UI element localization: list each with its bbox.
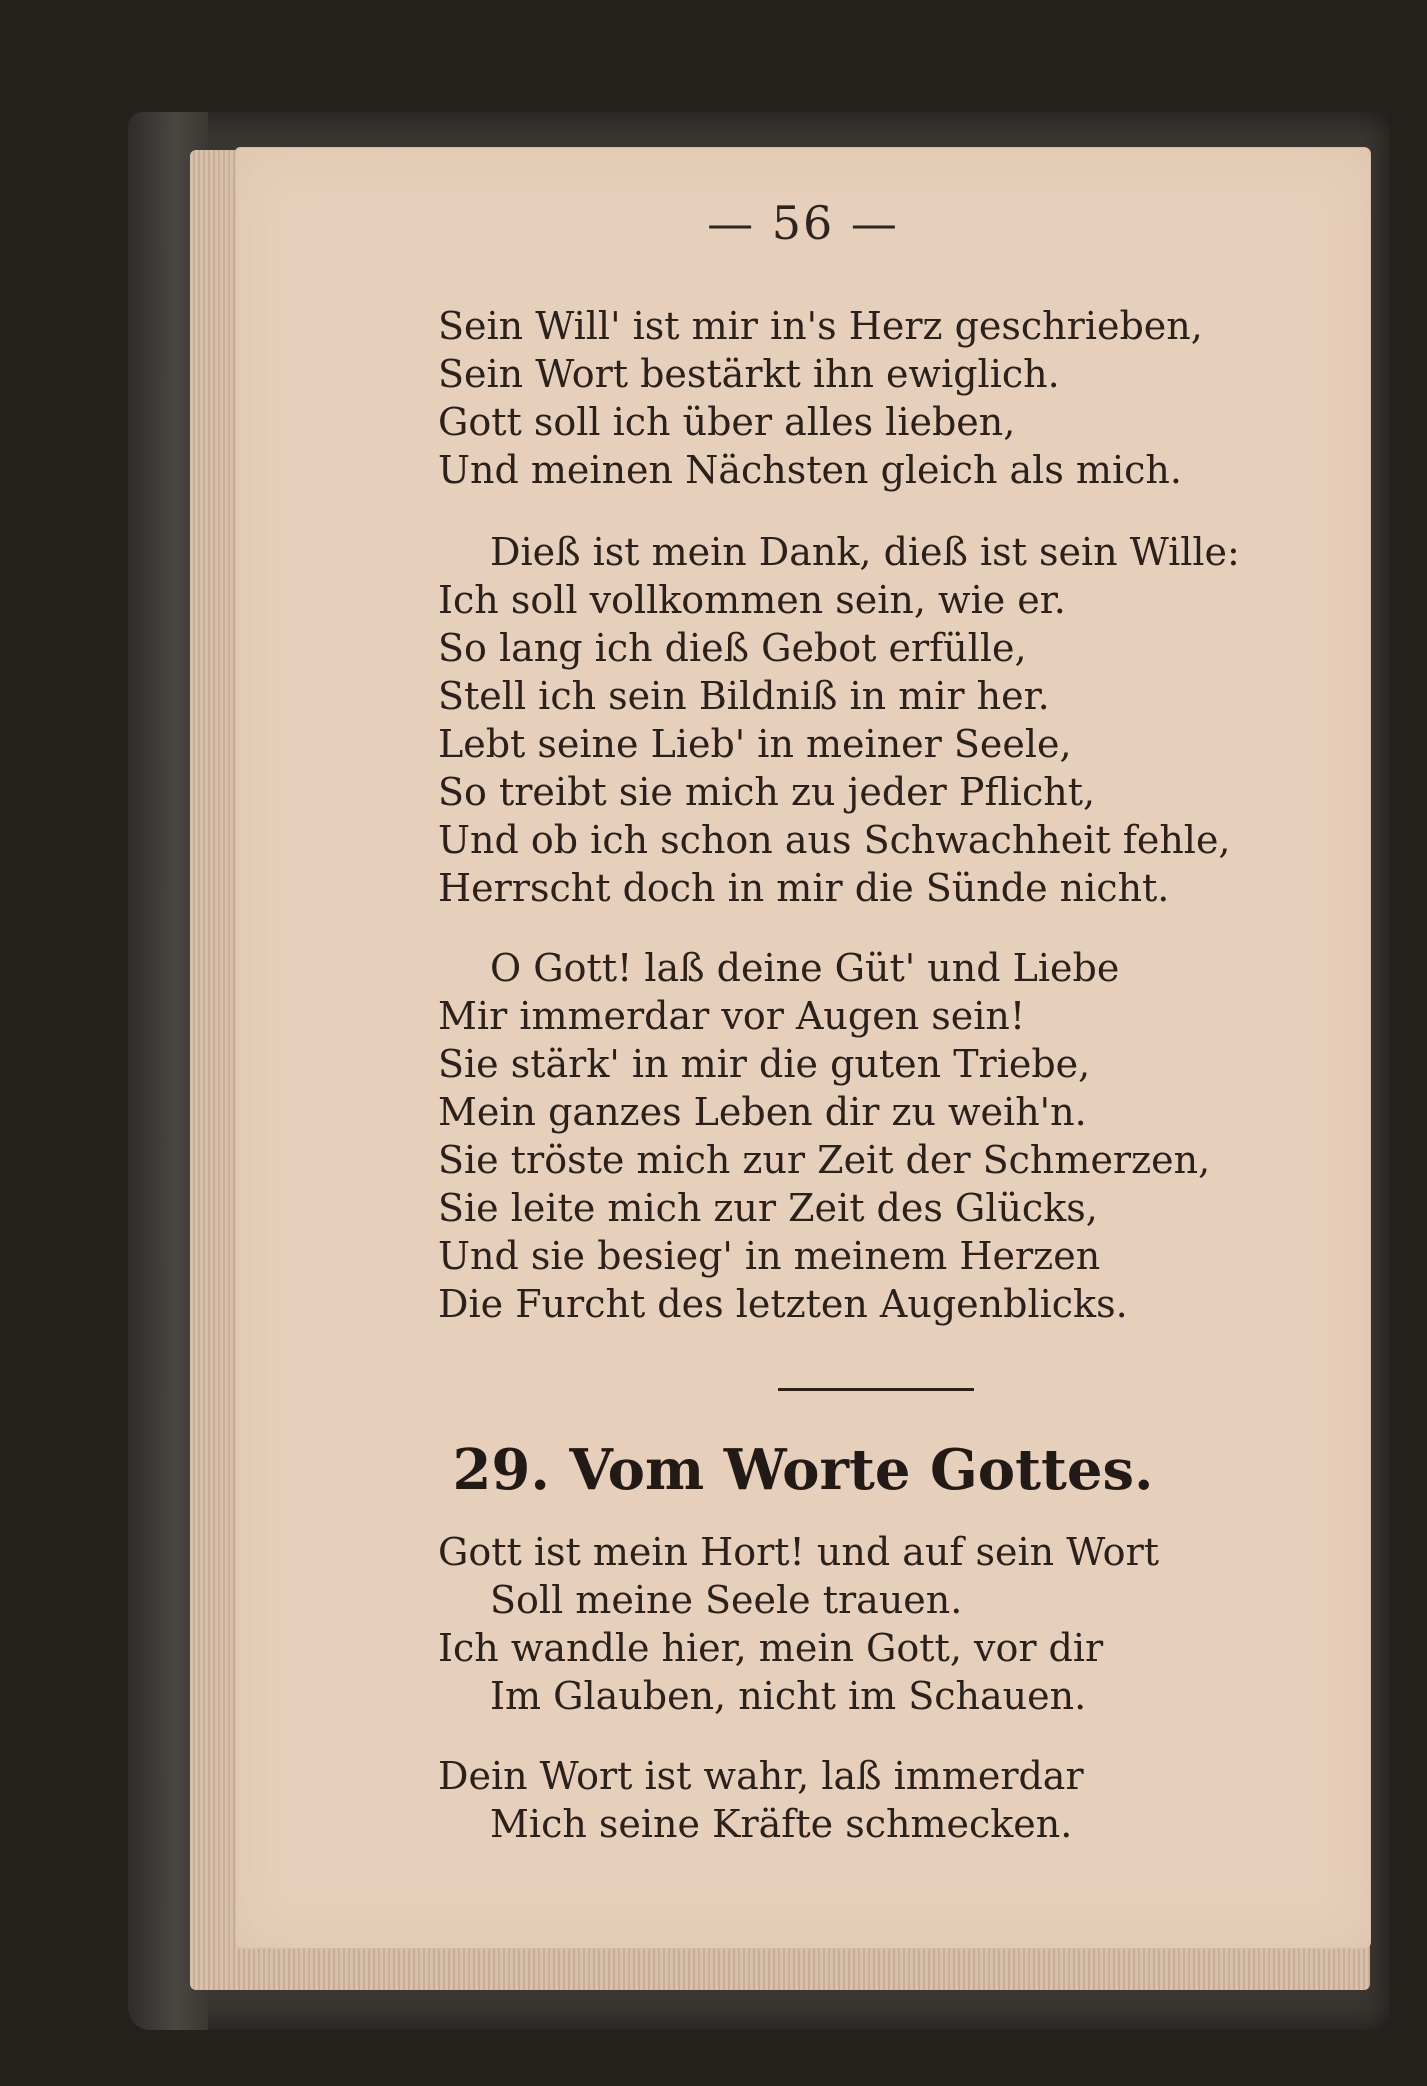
verse-line: O Gott! laß deine Güt' und Liebe <box>490 946 1120 990</box>
verse-line: Sie leite mich zur Zeit des Glücks, <box>438 1186 1098 1230</box>
verse-line: Und ob ich schon aus Schwachheit fehle, <box>438 818 1231 862</box>
verse-line: Ich wandle hier, mein Gott, vor dir <box>438 1626 1104 1670</box>
verse-line: Soll meine Seele trauen. <box>490 1578 963 1622</box>
verse-line: Die Furcht des letzten Augenblicks. <box>438 1282 1128 1326</box>
verse-line: Mich seine Kräfte schmecken. <box>490 1802 1073 1846</box>
page-number: — 56 — <box>707 196 899 250</box>
verse-line: Dieß ist mein Dank, dieß ist sein Wille: <box>490 530 1240 574</box>
verse-line: Und sie besieg' in meinem Herzen <box>438 1234 1101 1278</box>
verse-line: Sein Wort bestärkt ihn ewiglich. <box>438 352 1060 396</box>
hymn-29-stanza-1 <box>438 1528 1159 1720</box>
verse-line: Mein ganzes Leben dir zu weih'n. <box>438 1090 1087 1134</box>
verse-line: Lebt seine Lieb' in meiner Seele, <box>438 722 1072 766</box>
section-divider <box>778 1388 974 1391</box>
verse-line: Mir immerdar vor Augen sein! <box>438 994 1026 1038</box>
verse-line: Sein Will' ist mir in's Herz geschrieben, <box>438 304 1203 348</box>
verse-line: So treibt sie mich zu jeder Pflicht, <box>438 770 1096 814</box>
verse-line: Dein Wort ist wahr, laß immerdar <box>438 1754 1084 1798</box>
stanza-1 <box>438 302 1203 494</box>
verse-line: Ich soll vollkommen sein, wie er. <box>438 578 1066 622</box>
hymn-29-stanza-2 <box>438 1752 1084 1848</box>
verse-line: Sie tröste mich zur Zeit der Schmerzen, <box>438 1138 1211 1182</box>
verse-line: Und meinen Nächsten gleich als mich. <box>438 448 1182 492</box>
verse-line: Im Glauben, nicht im Schauen. <box>490 1674 1087 1718</box>
hymn-title: 29. Vom Worte Gottes. <box>452 1437 1154 1503</box>
verse-line: Gott soll ich über alles lieben, <box>438 400 1016 444</box>
verse-line: Gott ist mein Hort! und auf sein Wort <box>438 1530 1159 1574</box>
verse-line: Herrscht doch in mir die Sünde nicht. <box>438 866 1170 910</box>
stanza-2 <box>438 528 1240 912</box>
verse-line: Stell ich sein Bildniß in mir her. <box>438 674 1050 718</box>
verse-line: So lang ich dieß Gebot erfülle, <box>438 626 1027 670</box>
verse-line: Sie stärk' in mir die guten Triebe, <box>438 1042 1091 1086</box>
stanza-3 <box>438 944 1210 1328</box>
